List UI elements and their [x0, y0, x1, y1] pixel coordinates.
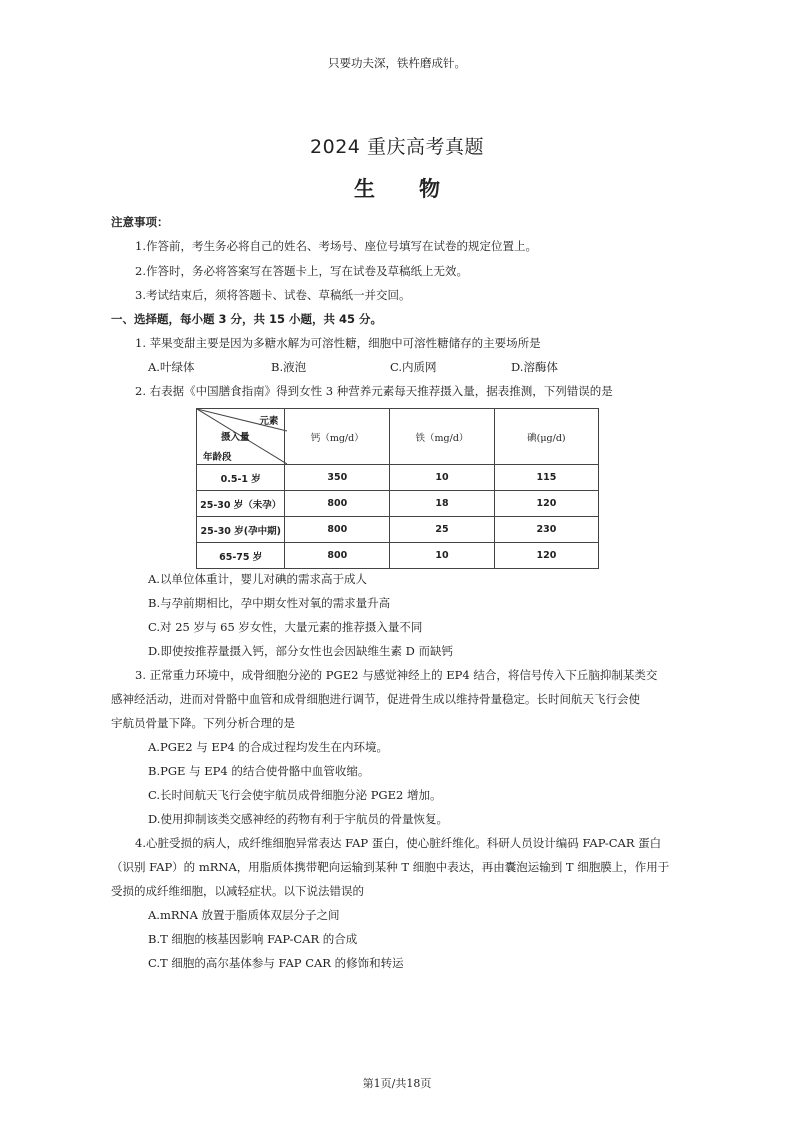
table-cell: 800 [285, 491, 390, 517]
exam-title: 2024 重庆高考真题 [310, 136, 484, 158]
table-row [197, 517, 599, 543]
notice-item: 3.考试结束后，须将答题卡、试卷、草稿纸一并交回。 [135, 288, 411, 302]
subject-char: 物 [419, 177, 440, 201]
subject-title [0, 173, 794, 203]
question-stem-line: 宇航员骨量下降。下列分析合理的是 [111, 716, 295, 730]
table-cell: 350 [285, 465, 390, 491]
table-row [197, 543, 599, 569]
row-header: 25-30 岁(孕中期) [197, 517, 285, 543]
option-b: B.PGE 与 EP4 的结合使骨骼中血管收缩。 [148, 764, 370, 778]
question-stem-line: 3. 正常重力环境中，成骨细胞分泌的 PGE2 与感觉神经上的 EP4 结合，将信号传入下丘脑抑制某类交 [135, 668, 658, 682]
option-a: A.以单位体重计，婴儿对碘的需求高于成人 [148, 572, 367, 586]
question-stem-line: 受损的成纤维细胞，以减轻症状。以下说法错误的 [111, 884, 364, 898]
table-cell: 25 [390, 517, 495, 543]
option-c: C.长时间航天飞行会使宇航员成骨细胞分泌 PGE2 增加。 [148, 788, 442, 802]
table-cell: 120 [494, 491, 598, 517]
question-stem-line: （识别 FAP）的 mRNA，用脂质体携带靶向运输到某种 T 细胞中表达，再由囊泡运输到 T 细胞膜上，作用于 [111, 860, 670, 874]
option-b: B.T 细胞的核基因影响 FAP-CAR 的合成 [148, 932, 358, 946]
question-stem-line: 感神经活动，进而对骨骼中血管和成骨细胞进行调节，促进骨生成以维持骨量稳定。长时间航天飞行会使 [111, 692, 640, 706]
table-cell: 10 [390, 465, 495, 491]
corner-label-element: 元素 [259, 416, 279, 427]
row-header: 25-30 岁（未孕） [197, 491, 285, 517]
option-a: A.mRNA 放置于脂质体双层分子之间 [148, 908, 340, 922]
subject-char: 生 [354, 177, 375, 201]
option-b: B.与孕前期相比，孕中期女性对氧的需求量升高 [148, 596, 391, 610]
row-header: 65-75 岁 [197, 543, 285, 569]
header-motto: 只要功夫深，铁杵磨成针。 [328, 56, 466, 70]
column-header: 碘(μg/d) [494, 409, 598, 465]
option-c: C.T 细胞的高尔基体参与 FAP CAR 的修饰和转运 [148, 956, 404, 970]
table-cell: 10 [390, 543, 495, 569]
table-corner-cell [197, 409, 285, 465]
notice-heading: 注意事项： [111, 215, 169, 229]
table-cell: 800 [285, 543, 390, 569]
question-stem-line: 4.心脏受损的病人，成纤维细胞异常表达 FAP 蛋白，使心脏纤维化。科研人员设计编码 FAP-CAR 蛋白 [135, 836, 662, 850]
page-number: 第1页/共18页 [362, 1077, 432, 1090]
notice-item: 2.作答时，务必将答案写在答题卡上，写在试卷及草稿纸上无效。 [135, 264, 468, 278]
option-a: A.叶绿体 [148, 360, 195, 374]
table-cell: 230 [494, 517, 598, 543]
option-c: C.内质网 [390, 360, 437, 374]
corner-label-intake: 摄入量 [221, 432, 250, 443]
table-cell: 18 [390, 491, 495, 517]
table-cell: 120 [494, 543, 598, 569]
notice-item: 1.作答前，考生务必将自己的姓名、考场号、座位号填写在试卷的规定位置上。 [135, 239, 537, 253]
column-header: 铁（mg/d） [390, 409, 495, 465]
table-header-row [197, 409, 599, 465]
question-stem: 2. 右表据《中国膳食指南》得到女性 3 种营养元素每天推荐摄入量，据表推测，下列错误的是 [135, 384, 613, 398]
option-d: D.即使按推荐量摄入钙，部分女性也会因缺维生素 D 而缺钙 [148, 644, 453, 658]
option-d: D.溶酶体 [511, 360, 558, 374]
table-row [197, 465, 599, 491]
corner-label-age: 年龄段 [203, 452, 232, 463]
section-heading: 一、选择题，每小题 3 分，共 15 小题，共 45 分。 [111, 312, 383, 326]
option-d: D.使用抑制该类交感神经的药物有利于宇航员的骨量恢复。 [148, 812, 448, 826]
option-b: B.液泡 [271, 360, 307, 374]
table-cell: 800 [285, 517, 390, 543]
option-a: A.PGE2 与 EP4 的合成过程均发生在内环境。 [148, 740, 389, 754]
question-stem: 1. 苹果变甜主要是因为多糖水解为可溶性糖，细胞中可溶性糖储存的主要场所是 [135, 336, 541, 350]
table-row [197, 491, 599, 517]
table-cell: 115 [494, 465, 598, 491]
option-c: C.对 25 岁与 65 岁女性，大量元素的推荐摄入量不同 [148, 620, 423, 634]
row-header: 0.5-1 岁 [197, 465, 285, 491]
nutrient-table [196, 408, 599, 569]
column-header: 钙（mg/d） [285, 409, 390, 465]
